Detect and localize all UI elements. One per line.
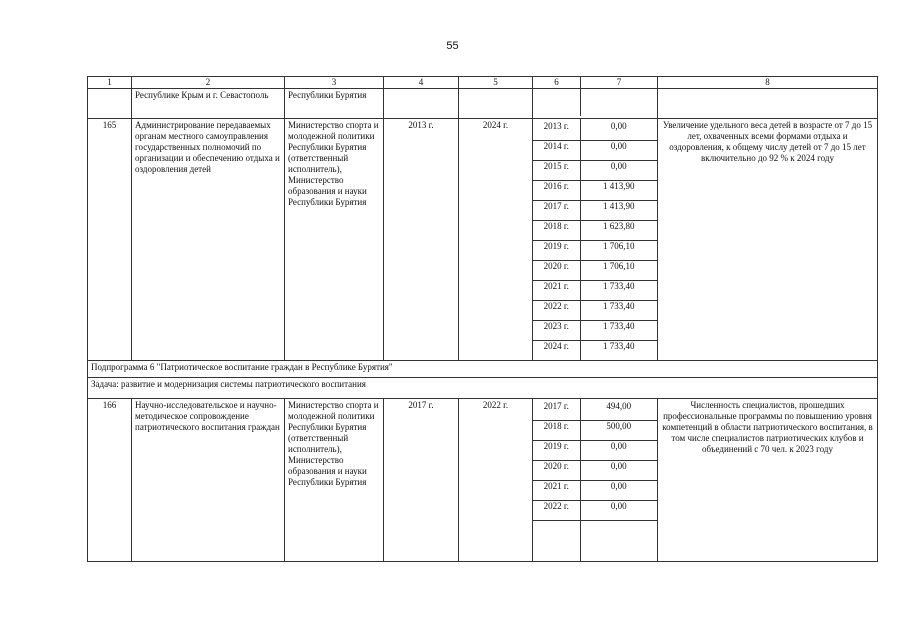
activity-name: Научно-исследовательское и научно-методическое сопровождение патриотического воспитания граждан xyxy=(132,399,285,562)
funding-row xyxy=(533,501,657,521)
funding-row xyxy=(533,201,657,221)
funding-year: 2021 г. xyxy=(533,281,580,301)
funding-year: 2015 г. xyxy=(533,161,580,181)
funding-value: 1 413,90 xyxy=(580,181,657,201)
funding-value: 1 706,10 xyxy=(580,261,657,281)
funding-value: 0,00 xyxy=(580,119,657,141)
funding-value: 0,00 xyxy=(580,441,657,461)
row-number: 165 xyxy=(88,119,132,361)
funding-value: 1 733,40 xyxy=(580,321,657,341)
funding-row xyxy=(533,421,657,441)
task-row xyxy=(88,378,878,399)
table-row xyxy=(88,119,878,361)
expected-result: Увеличение удельного веса детей в возрасте от 7 до 15 лет, охваченных всеми формами отдыха и оздоровления, к общему числу детей от 7 до 15 лет включительно до 92 % к 2024 году xyxy=(658,119,878,361)
end-year: 2022 г. xyxy=(459,399,533,562)
funding-year: 2022 г. xyxy=(533,501,580,521)
funding-row-empty xyxy=(533,521,657,562)
funding-year: 2023 г. xyxy=(533,321,580,341)
program-table xyxy=(87,76,878,562)
funding-year: 2016 г. xyxy=(533,181,580,201)
continuation-row xyxy=(88,89,878,119)
executor: Министерство спорта и молодежной политики Республики Бурятия (ответственный исполнитель), Министерство образования и науки Республики Бурятия xyxy=(285,119,384,361)
funding-value: 1 733,40 xyxy=(603,341,635,351)
funding-year: 2018 г. xyxy=(533,221,580,241)
funding-row xyxy=(533,241,657,261)
cont-c5 xyxy=(459,89,533,119)
funding-row xyxy=(533,221,657,241)
funding-by-year xyxy=(533,119,658,361)
funding-row xyxy=(533,261,657,281)
row-number: 166 xyxy=(88,399,132,562)
cont-c6-7 xyxy=(533,89,658,119)
col-number-8: 8 xyxy=(658,77,878,89)
funding-row xyxy=(533,141,657,161)
funding-value: 1 413,90 xyxy=(580,201,657,221)
activity-name: Администрирование передаваемых органам местного самоуправления государственных полномочий по организации и обеспечению отдыха и оздоровления детей xyxy=(132,119,285,361)
col-number-3: 3 xyxy=(285,77,384,89)
funding-year: 2017 г. xyxy=(533,399,580,421)
funding-row xyxy=(533,301,657,321)
funding-value: 1 623,80 xyxy=(580,221,657,241)
funding-row xyxy=(533,161,657,181)
col-number-1: 1 xyxy=(88,77,132,89)
start-year: 2017 г. xyxy=(384,399,459,562)
subprogram-title: Подпрограмма 6 "Патриотическое воспитание граждан в Республике Бурятия" xyxy=(88,361,878,378)
funding-row xyxy=(533,321,657,341)
funding-year: 2020 г. xyxy=(533,261,580,281)
funding-row xyxy=(533,181,657,201)
table-row xyxy=(88,399,878,562)
funding-value: 494,00 xyxy=(580,399,657,421)
funding-year: 2019 г. xyxy=(533,441,580,461)
funding-year: 2021 г. xyxy=(533,481,580,501)
cont-c4 xyxy=(384,89,459,119)
col-number-6-7 xyxy=(533,77,658,89)
funding-year: 2017 г. xyxy=(533,201,580,221)
subprogram-row xyxy=(88,361,878,378)
funding-year: 2019 г. xyxy=(533,241,580,261)
funding-value: 0,00 xyxy=(580,461,657,481)
funding-row xyxy=(533,281,657,301)
funding-row xyxy=(533,341,657,361)
funding-value: 1 733,40 xyxy=(580,281,657,301)
end-year: 2024 г. xyxy=(459,119,533,361)
funding-value: 0,00 xyxy=(580,141,657,161)
task-title: Задача: развитие и модернизация системы патриотического воспитания xyxy=(88,378,878,399)
start-year: 2013 г. xyxy=(384,119,459,361)
funding-year: 2018 г. xyxy=(533,421,580,441)
funding-value: 0,00 xyxy=(580,501,657,521)
column-number-row xyxy=(88,77,878,89)
funding-value: 0,00 xyxy=(580,481,657,501)
funding-year: 2024 г. xyxy=(533,341,580,361)
funding-row xyxy=(533,481,657,501)
funding-year: 2020 г. xyxy=(533,461,580,481)
cont-c2: Республике Крым и г. Севастополь xyxy=(132,89,285,119)
cont-c1 xyxy=(88,89,132,119)
executor: Министерство спорта и молодежной политики Республики Бурятия (ответственный исполнитель), Министерство образования и науки Республики Бурятия xyxy=(285,399,384,562)
col-number-6: 6 xyxy=(533,77,581,88)
funding-row xyxy=(533,399,657,421)
funding-by-year xyxy=(533,399,658,562)
page-number: 55 xyxy=(446,40,459,52)
cont-c3: Республики Бурятия xyxy=(285,89,384,119)
funding-value: 500,00 xyxy=(580,421,657,441)
funding-value: 1 706,10 xyxy=(580,241,657,261)
col-number-5: 5 xyxy=(459,77,533,89)
funding-year: 2022 г. xyxy=(533,301,580,321)
col-number-4: 4 xyxy=(384,77,459,89)
funding-value: 1 733,40 xyxy=(580,301,657,321)
funding-year: 2014 г. xyxy=(533,141,580,161)
expected-result: Численность специалистов, прошедших профессиональные программы по повышению уровня компетенций в области патриотического воспитания, в том числе специалистов патриотических клубов и объединений с 70 чел. к 2023 году xyxy=(658,399,878,562)
funding-value: 0,00 xyxy=(580,161,657,181)
col-number-2: 2 xyxy=(132,77,285,89)
cont-c8 xyxy=(658,89,878,119)
col-number-7: 7 xyxy=(616,77,622,87)
funding-year: 2013 г. xyxy=(533,119,580,141)
funding-row xyxy=(533,119,657,141)
funding-row xyxy=(533,461,657,481)
funding-row xyxy=(533,441,657,461)
